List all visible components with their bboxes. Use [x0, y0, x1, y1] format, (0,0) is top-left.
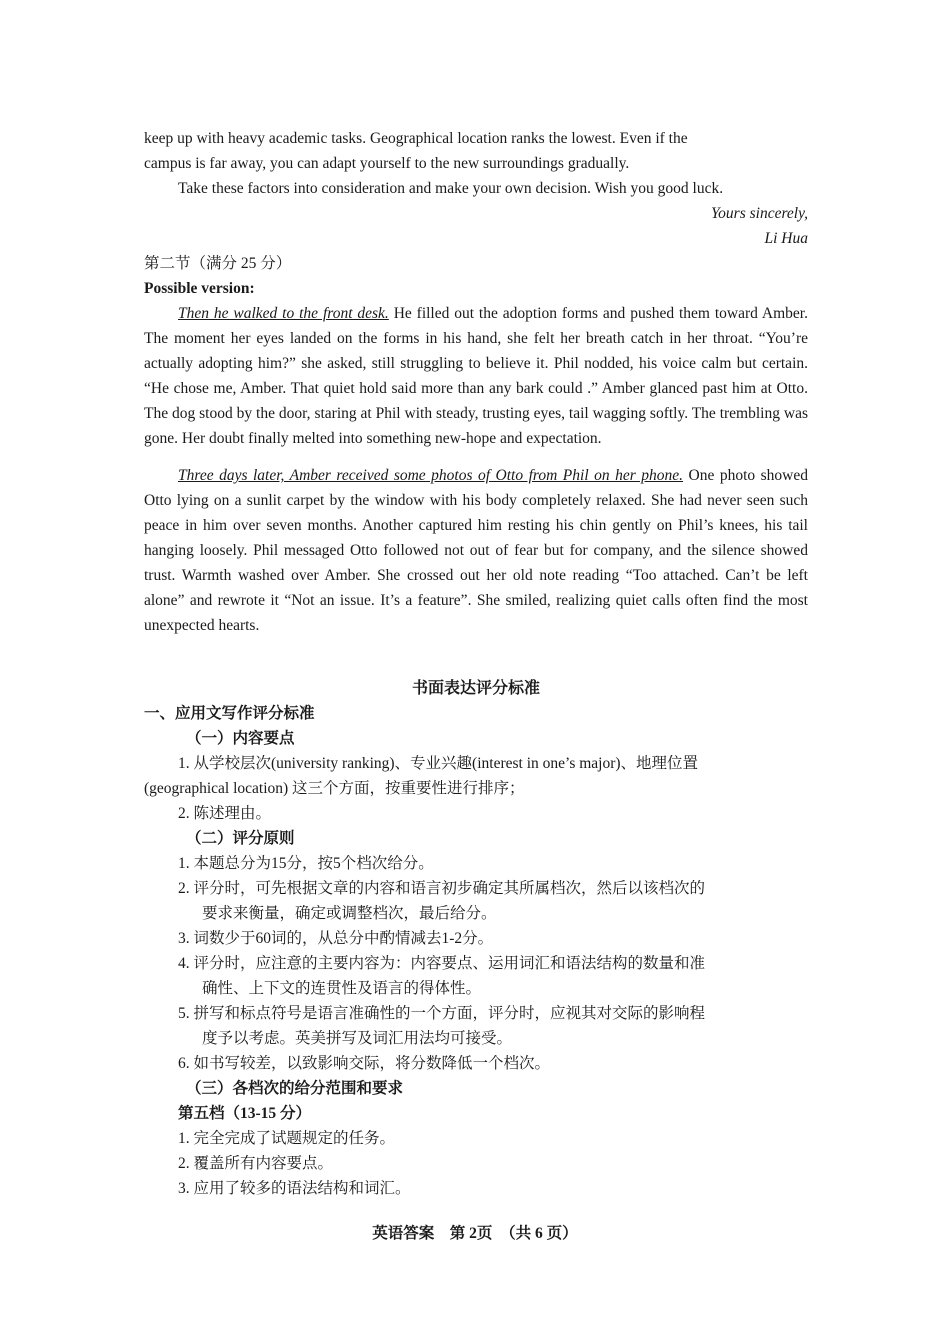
tier-5-item-1: 1. 完全完成了试题规定的任务。 [178, 1130, 396, 1147]
letter-signature: Li Hua [764, 230, 808, 247]
story-paragraph-2 [144, 463, 808, 638]
principle-3: 3. 词数少于60词的，从总分中酌情减去1-2分。 [178, 930, 494, 947]
content-point-1-cont: (geographical location) 这三个方面，按重要性进行排序； [144, 780, 525, 797]
principle-5: 5. 拼写和标点符号是语言准确性的一个方面，评分时，应视其对交际的影响程 [178, 1005, 706, 1022]
principle-4-cont: 确性、上下文的连贯性及语言的得体性。 [202, 980, 482, 997]
letter-line-2: campus is far away, you can adapt yourself to the new surroundings gradually. [144, 155, 630, 172]
content-point-1: 1. 从学校层次(university ranking)、专业兴趣(interest in one’s major)、地理位置 [178, 755, 699, 772]
tier-5-item-2: 2. 覆盖所有内容要点。 [178, 1155, 334, 1172]
tier-5-item-3: 3. 应用了较多的语法结构和词汇。 [178, 1180, 411, 1197]
content-points-title: （一）内容要点 [186, 730, 295, 747]
scoring-principles-title: （二）评分原则 [186, 830, 295, 847]
principle-2: 2. 评分时，可先根据文章的内容和语言初步确定其所属档次，然后以该档次的 [178, 880, 706, 897]
principle-5-cont: 度予以考虑。英美拼写及词汇用法均可接受。 [202, 1030, 513, 1047]
content-point-2: 2. 陈述理由。 [178, 805, 272, 822]
tier-requirements-title: （三）各档次的给分范围和要求 [186, 1080, 404, 1097]
paragraph-2-lead-sentence: Three days later, Amber received some photos of Otto from Phil on her phone. [178, 467, 684, 484]
document-page [144, 126, 808, 1201]
paragraph-1-lead-sentence: Then he walked to the front desk. [178, 305, 389, 322]
principle-2-cont: 要求来衡量，确定或调整档次，最后给分。 [202, 905, 497, 922]
criteria-part-1-title: 一、应用文写作评分标准 [144, 705, 315, 722]
letter-signoff: Yours sincerely, [710, 205, 808, 222]
letter-closing-paragraph: Take these factors into consideration and make your own decision. Wish you good luck. [178, 180, 724, 197]
section2-title: 第二节（满分 25 分） [144, 255, 292, 272]
paragraph-2-body: One photo showed Otto lying on a sunlit carpet by the window with his body completely relaxed. She had never seen such peace in him over seven months. Another captured him resting his chin gently on Phil’s knees, his tail hanging loosely. Phil messaged Otto followed not out of fear but for company, and the silence showed trust. Warmth washed over Amber. She crossed out her old note reading “Too attached. Can’t be left alone” and rewrote it “Not an issue. It’s a feature”. She smiled, realizing quiet calls often find the most unexpected hearts. [144, 467, 808, 634]
paragraph-1-body: He filled out the adoption forms and pushed them toward Amber. The moment her eyes landed on the forms in his hand, she felt her breath catch in her throat. “You’re actually adopting him?” she asked, still struggling to believe it. Phil nodded, his voice calm but certain. “He chose me, Amber. That quiet hold said more than any bark could .” Amber glanced past him at Otto. The dog stood by the door, staring at Phil with steady, trusting eyes, tail wagging softly. The trembling was gone. Her doubt finally melted into something new-hope and expectation. [144, 305, 808, 447]
letter-line-1: keep up with heavy academic tasks. Geographical location ranks the lowest. Even if the [144, 130, 688, 147]
principle-4: 4. 评分时，应注意的主要内容为：内容要点、运用词汇和语法结构的数量和准 [178, 955, 706, 972]
page-footer: 英语答案 第 2页 （共 6 页） [372, 1225, 578, 1242]
possible-version-label: Possible version: [144, 280, 255, 297]
criteria-heading: 书面表达评分标准 [411, 680, 540, 697]
story-paragraph-1 [144, 301, 808, 451]
principle-1: 1. 本题总分为15分，按5个档次给分。 [178, 855, 434, 872]
tier-5-title: 第五档（13-15 分） [178, 1105, 312, 1122]
principle-6: 6. 如书写较差，以致影响交际，将分数降低一个档次。 [178, 1055, 551, 1072]
